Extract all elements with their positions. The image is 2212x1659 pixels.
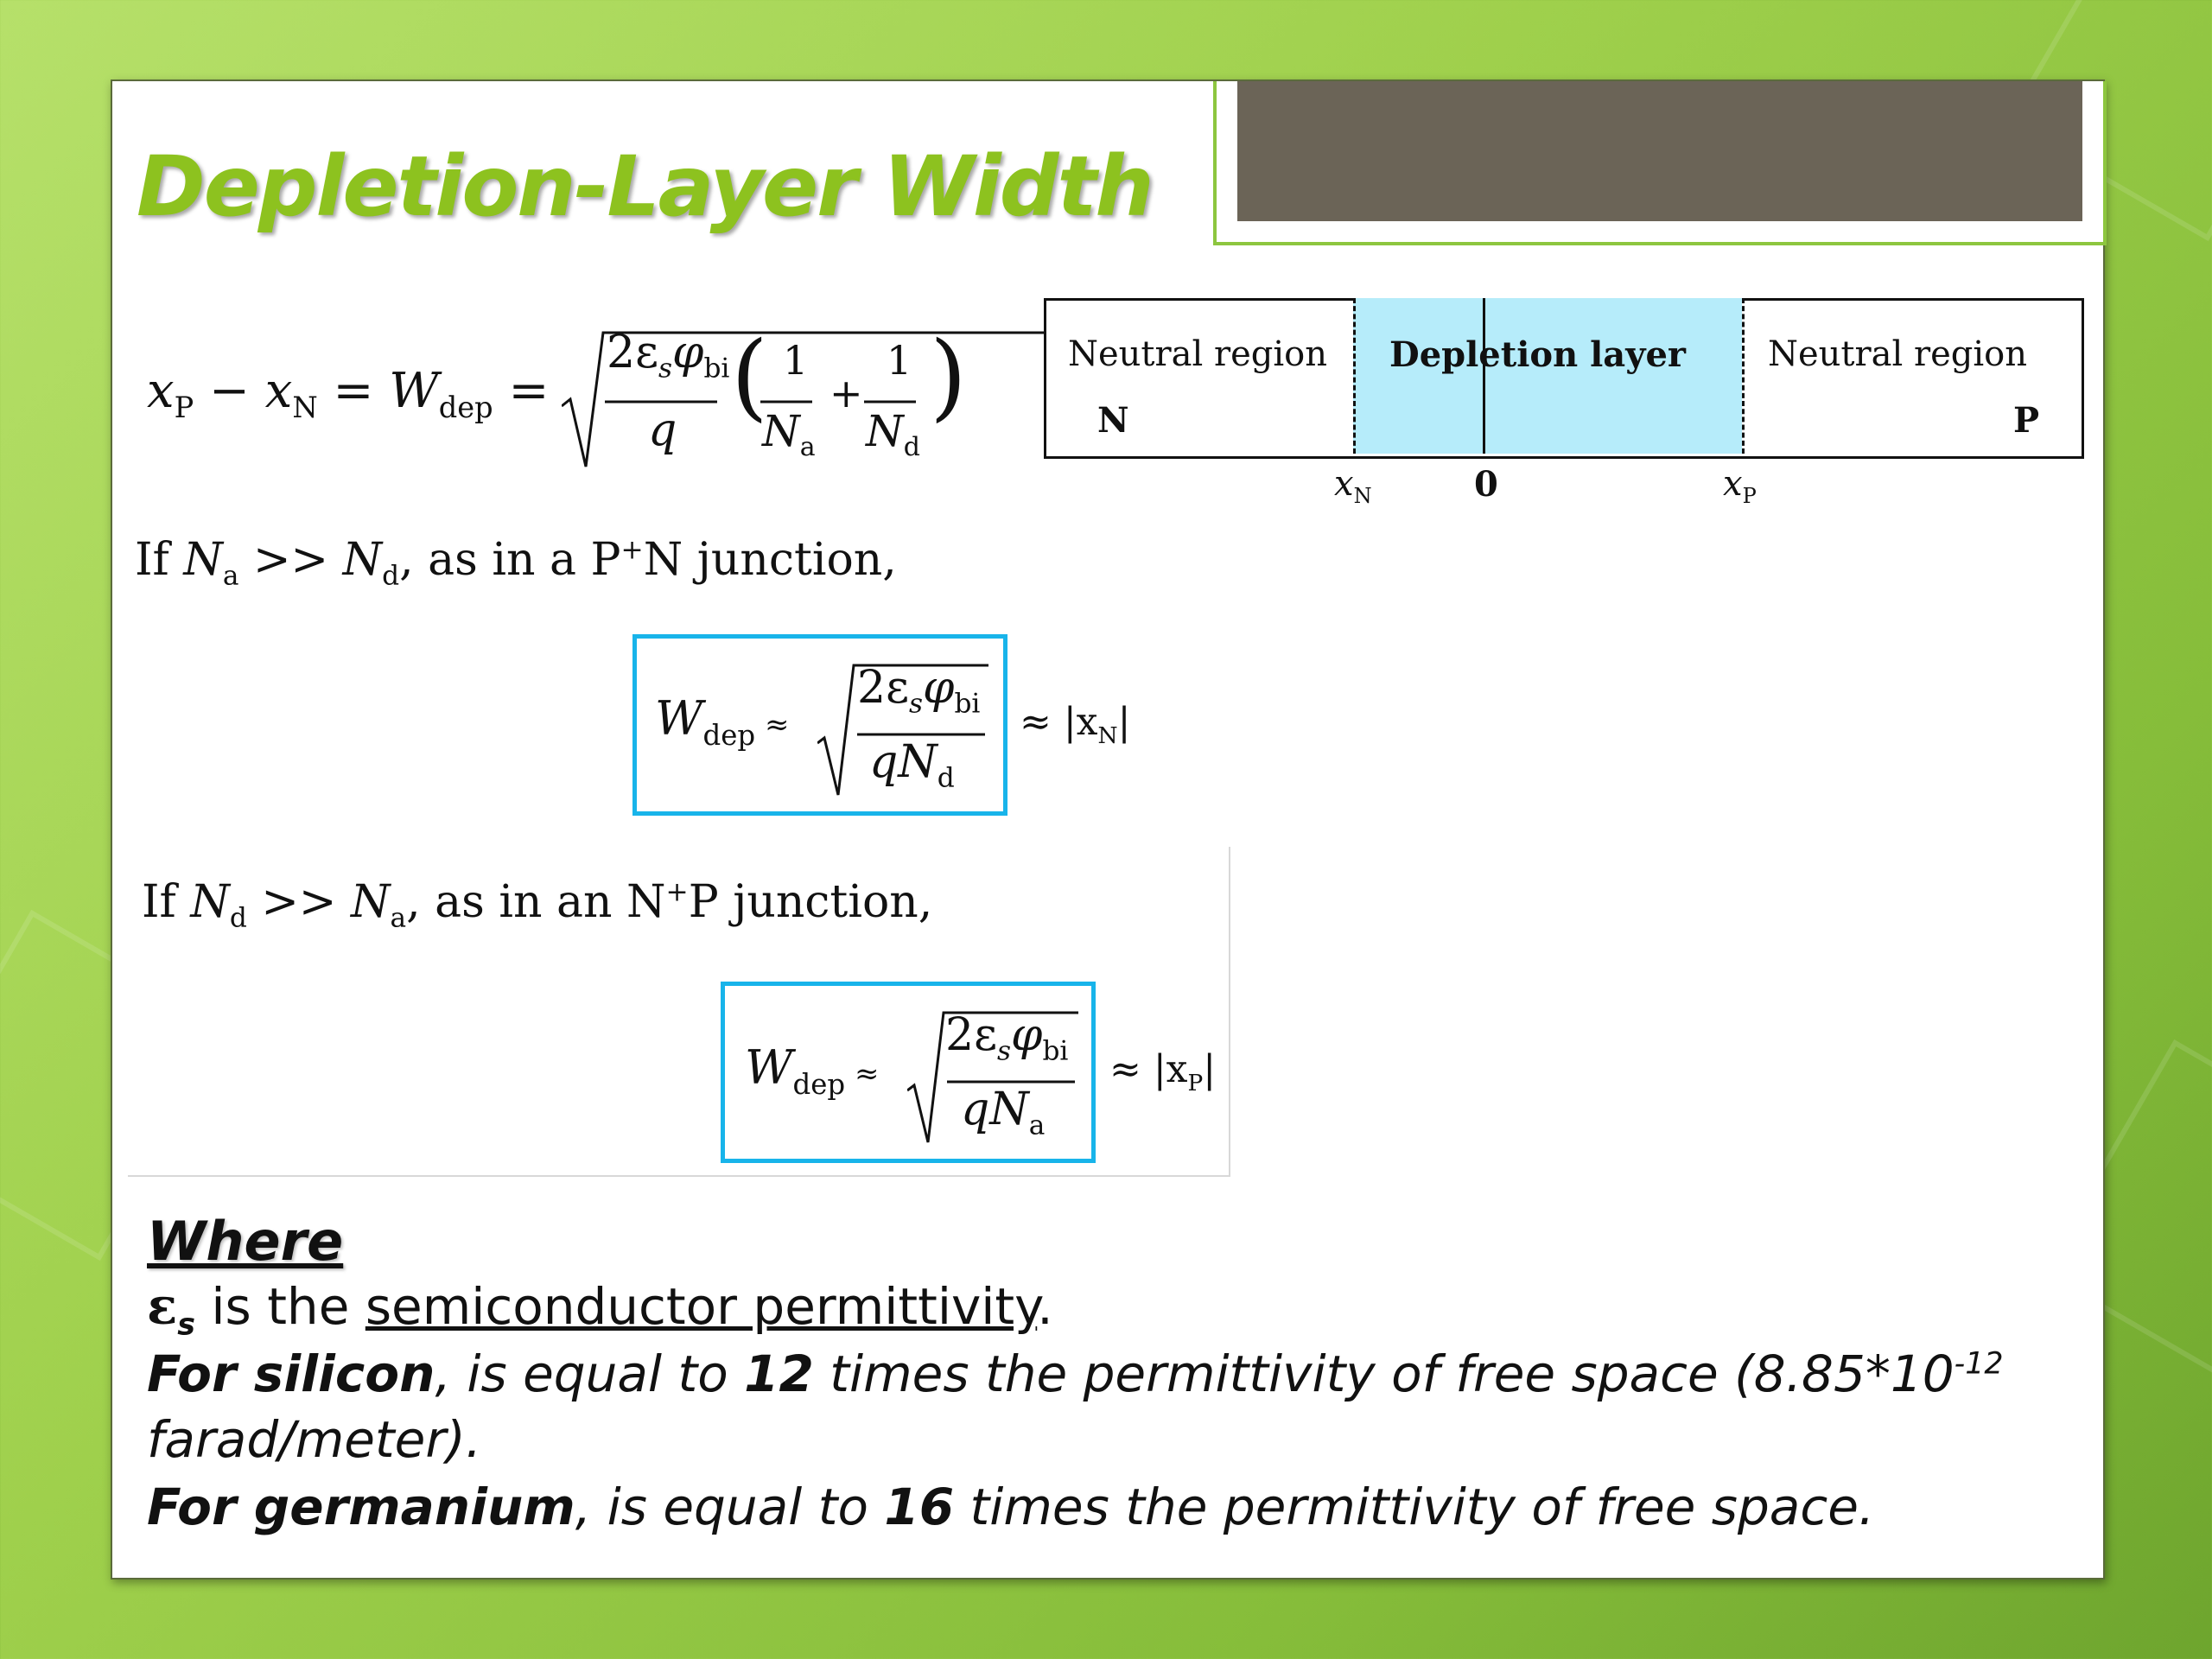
case2-den: qN [961, 1084, 1029, 1135]
eq-paren-close: ) [930, 321, 967, 431]
case2-rhs-end: | [1203, 1047, 1217, 1091]
silicon-line-cont: farad/meter). [147, 1410, 482, 1469]
case1-text-a: , as in a P [399, 534, 621, 586]
eq-nd: N [866, 406, 904, 456]
germanium-mid: , is equal to [575, 1478, 885, 1536]
xp-label: x [1723, 464, 1743, 504]
case2-approx: ≈ [845, 1057, 880, 1091]
case1-n2-sub: d [382, 560, 400, 592]
case1-w: W [655, 691, 703, 746]
case1-n1: N [183, 534, 223, 586]
eq-minus: − [194, 363, 265, 419]
case1-num-sub: s [909, 688, 924, 720]
case1-gg: >> [238, 534, 343, 586]
xp-label-sub: P [1742, 484, 1757, 508]
case1-condition [135, 534, 897, 591]
where-heading: Where [147, 1210, 344, 1273]
case1-den-sub: d [937, 762, 955, 794]
case2-rhs-sub: P [1187, 1069, 1204, 1096]
germanium-factor: 16 [884, 1478, 955, 1536]
germanium-line [147, 1478, 1874, 1536]
eps-symbol: ε [147, 1277, 178, 1336]
eq-equals-1: = [317, 363, 390, 419]
eq-xn: x [264, 363, 293, 419]
left-region-label: Neutral region [1068, 334, 1328, 374]
case2-condition [142, 876, 932, 933]
case1-plus: + [620, 534, 644, 566]
case1-num: 2ε [857, 662, 910, 714]
eq-equals-2: = [493, 363, 550, 419]
p-side-letter: P [2013, 400, 2040, 441]
depletion-width-equation [147, 311, 976, 484]
germanium-label: For germanium [147, 1478, 575, 1536]
case2-phi-sub: bi [1042, 1035, 1069, 1067]
case1-den: qN [869, 736, 938, 788]
case2-plus: + [665, 876, 689, 908]
right-region-label: Neutral region [1768, 334, 2028, 374]
eq-na: N [762, 406, 800, 456]
title-decoration-panel [1237, 81, 2082, 221]
definition-end: . [1037, 1277, 1053, 1336]
boundary-xn [1353, 298, 1356, 454]
case1-text-b: N junction, [643, 534, 897, 586]
n-side-letter: N [1097, 400, 1129, 441]
depletion-layer-label: Depletion layer [1389, 334, 1686, 375]
case2-n1: N [190, 876, 230, 928]
silicon-rest: times the permittivity of free space (8.85*10 [813, 1344, 1955, 1403]
case2-if: If [142, 876, 191, 928]
case2-text-b: P junction, [688, 876, 933, 928]
depletion-layer-region [1353, 298, 1742, 454]
eq-w-sub: dep [438, 391, 493, 425]
case1-phi-sub: bi [954, 688, 981, 720]
case2-num-sub: s [997, 1035, 1012, 1067]
eps-sub: s [177, 1307, 195, 1343]
eq-w: W [389, 363, 439, 419]
case1-approx: ≈ [755, 708, 790, 742]
eq-nd-sub: d [903, 432, 920, 462]
silicon-factor: 12 [744, 1344, 814, 1403]
case2-rhs: ≈ |x [1109, 1047, 1188, 1091]
boundary-xp [1742, 298, 1745, 454]
case1-n1-sub: a [222, 560, 239, 592]
xn-label: x [1334, 464, 1354, 504]
eq-phi-sub: bi [703, 353, 730, 385]
case2-n2: N [351, 876, 391, 928]
eq-den-q: q [648, 404, 677, 456]
semiconductor-permittivity-link[interactable]: semiconductor permittivity [365, 1277, 1038, 1336]
case2-n1-sub: d [229, 902, 247, 934]
silicon-exponent: -12 [1954, 1346, 2004, 1382]
case1-n2: N [342, 534, 383, 586]
eq-na-sub: a [799, 432, 816, 462]
boundary-zero [1483, 298, 1485, 454]
definition-mid: is the [194, 1277, 365, 1336]
case1-rhs-sub: N [1097, 721, 1118, 749]
case2-gg: >> [246, 876, 351, 928]
eq-num-2eps: 2ε [607, 327, 659, 378]
eq-phi: φ [672, 327, 704, 378]
case2-num: 2ε [945, 1009, 998, 1061]
case2-n2-sub: a [390, 902, 407, 934]
case2-w: W [745, 1040, 793, 1095]
eq-xp: x [147, 363, 175, 419]
eq-xp-sub: P [174, 391, 194, 425]
title-decoration-tab [1213, 81, 2107, 245]
case1-if: If [135, 534, 184, 586]
xn-label-sub: N [1353, 484, 1372, 508]
case1-rhs: ≈ |x [1020, 700, 1098, 744]
case2-den-sub: a [1028, 1109, 1046, 1141]
eq-xn-sub: N [292, 391, 318, 425]
eq-one-a: 1 [783, 337, 809, 384]
eq-num-sub-s: s [658, 353, 673, 385]
silicon-line [147, 1344, 2094, 1403]
eq-paren-open: ( [731, 321, 768, 431]
silicon-mid: , is equal to [435, 1344, 745, 1403]
case1-w-sub: dep [702, 718, 756, 752]
case2-w-sub: dep [792, 1067, 846, 1101]
germanium-rest: times the permittivity of free space. [954, 1478, 1875, 1536]
eq-one-b: 1 [887, 337, 912, 384]
silicon-label: For silicon [147, 1344, 435, 1403]
eq-plus: + [830, 370, 863, 416]
case2-phi: φ [1011, 1009, 1043, 1061]
case1-phi: φ [923, 662, 955, 714]
slide-title: Depletion-Layer Width [137, 138, 1153, 235]
case2-text-a: , as in an N [406, 876, 666, 928]
permittivity-definition [147, 1277, 1053, 1343]
junction-diagram [1044, 298, 2084, 514]
case1-rhs-end: | [1117, 700, 1131, 744]
zero-label: 0 [1474, 464, 1498, 505]
